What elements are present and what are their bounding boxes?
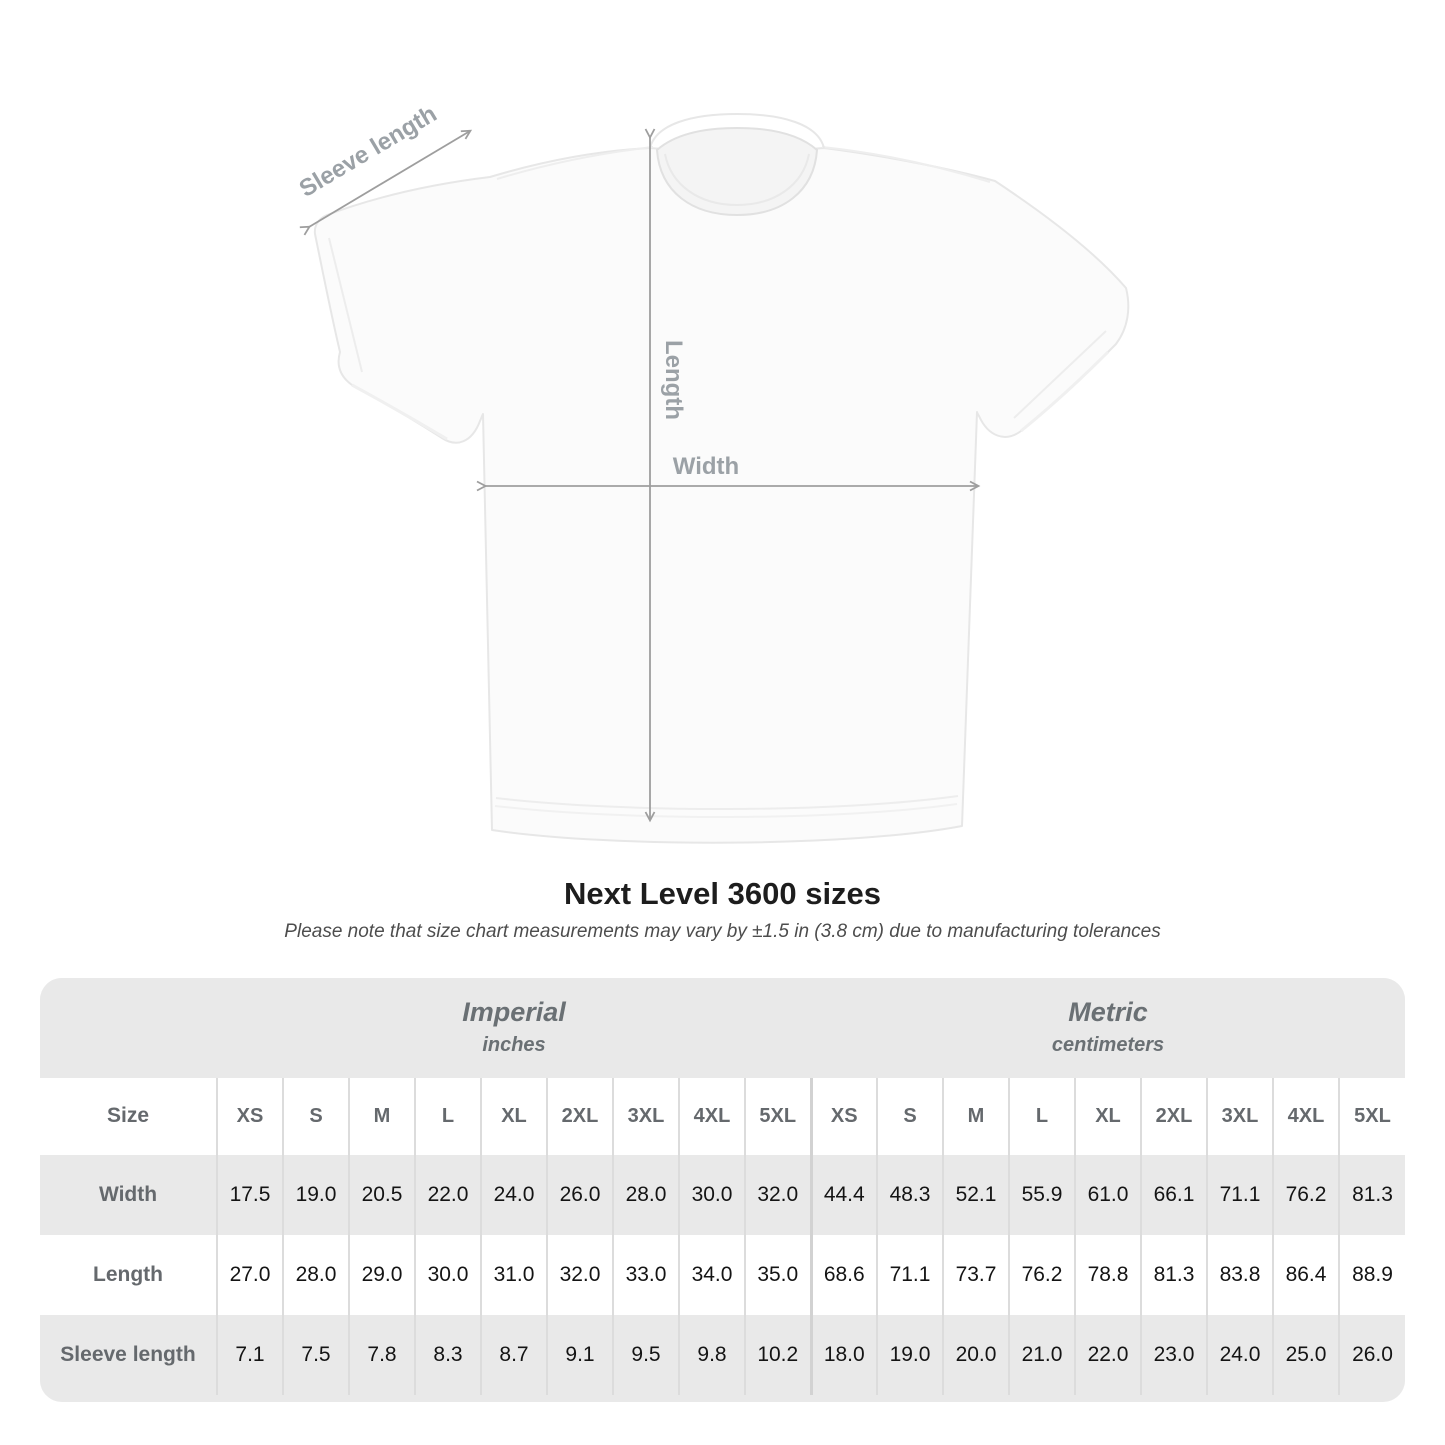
- sleeve-imperial-m: 7.8: [349, 1315, 415, 1395]
- size-header-imperial-s: S: [283, 1078, 349, 1155]
- imperial-unit: inches: [482, 1034, 546, 1057]
- size-header-imperial-xl: XL: [481, 1078, 547, 1155]
- size-corner-label: Size: [106, 1104, 150, 1128]
- length-metric-m: 73.7: [943, 1235, 1009, 1315]
- sleeve-imperial-xs: 7.1: [217, 1315, 283, 1395]
- sleeve-metric-3xl: 24.0: [1207, 1315, 1273, 1395]
- size-header-metric-xs: XS: [811, 1078, 877, 1155]
- width-metric-xl: 61.0: [1075, 1155, 1141, 1235]
- width-imperial-3xl: 28.0: [613, 1155, 679, 1235]
- width-imperial-s: 19.0: [283, 1155, 349, 1235]
- metric-label: Metric: [1068, 996, 1148, 1027]
- sleeve-imperial-5xl: 10.2: [745, 1315, 811, 1395]
- sleeve-metric-s: 19.0: [877, 1315, 943, 1395]
- tolerance-note: Please note that size chart measurements may vary by ±1.5 in (3.8 cm) due to manufacturing tolerances: [284, 920, 1161, 942]
- sleeve-metric-2xl: 23.0: [1141, 1315, 1207, 1395]
- size-table-container: [40, 978, 1405, 1402]
- size-header-metric-m: M: [943, 1078, 1009, 1155]
- size-table: [40, 978, 1405, 1395]
- length-imperial-l: 30.0: [415, 1235, 481, 1315]
- size-header-imperial-3xl: 3XL: [613, 1078, 679, 1155]
- length-row-label: Length: [93, 1262, 163, 1286]
- width-imperial-4xl: 30.0: [679, 1155, 745, 1235]
- metric-unit: centimeters: [1051, 1034, 1165, 1057]
- length-imperial-m: 29.0: [349, 1235, 415, 1315]
- unit-header-row: [40, 978, 1405, 1078]
- width-imperial-xl: 24.0: [481, 1155, 547, 1235]
- size-header-metric-s: S: [877, 1078, 943, 1155]
- length-metric-s: 71.1: [877, 1235, 943, 1315]
- length-metric-xs: 68.6: [811, 1235, 877, 1315]
- length-metric-5xl: 88.9: [1339, 1235, 1405, 1315]
- width-metric-4xl: 76.2: [1273, 1155, 1339, 1235]
- sleeve-metric-5xl: 26.0: [1339, 1315, 1405, 1395]
- sleeve-length-row: [40, 1315, 1405, 1395]
- width-row: [40, 1155, 1405, 1235]
- size-header-imperial-m: M: [349, 1078, 415, 1155]
- sleeve-length-label: Sleeve length: [294, 100, 442, 203]
- size-header-metric-4xl: 4XL: [1273, 1078, 1339, 1155]
- page-title: Next Level 3600 sizes: [563, 876, 882, 911]
- sleeve-metric-xs: 18.0: [811, 1315, 877, 1395]
- tshirt-body: [315, 148, 1128, 843]
- length-imperial-3xl: 33.0: [613, 1235, 679, 1315]
- length-imperial-xs: 27.0: [217, 1235, 283, 1315]
- width-metric-3xl: 71.1: [1207, 1155, 1273, 1235]
- width-metric-m: 52.1: [943, 1155, 1009, 1235]
- imperial-label: Imperial: [462, 996, 566, 1027]
- sleeve-imperial-2xl: 9.1: [547, 1315, 613, 1395]
- sleeve-imperial-s: 7.5: [283, 1315, 349, 1395]
- size-header-imperial-5xl: 5XL: [745, 1078, 811, 1155]
- length-metric-l: 76.2: [1009, 1235, 1075, 1315]
- width-metric-2xl: 66.1: [1141, 1155, 1207, 1235]
- length-imperial-2xl: 32.0: [547, 1235, 613, 1315]
- width-imperial-2xl: 26.0: [547, 1155, 613, 1235]
- unit-header-spacer: [40, 978, 217, 1078]
- size-header-imperial-2xl: 2XL: [547, 1078, 613, 1155]
- size-header-imperial-xs: XS: [217, 1078, 283, 1155]
- length-imperial-5xl: 35.0: [745, 1235, 811, 1315]
- width-imperial-xs: 17.5: [217, 1155, 283, 1235]
- sleeve-imperial-4xl: 9.8: [679, 1315, 745, 1395]
- sleeve-metric-xl: 22.0: [1075, 1315, 1141, 1395]
- size-header-metric-2xl: 2XL: [1141, 1078, 1207, 1155]
- length-imperial-s: 28.0: [283, 1235, 349, 1315]
- sleeve-metric-4xl: 25.0: [1273, 1315, 1339, 1395]
- length-metric-3xl: 83.8: [1207, 1235, 1273, 1315]
- width-row-label: Width: [98, 1182, 158, 1206]
- size-header-metric-3xl: 3XL: [1207, 1078, 1273, 1155]
- width-metric-5xl: 81.3: [1339, 1155, 1405, 1235]
- width-metric-s: 48.3: [877, 1155, 943, 1235]
- size-header-metric-xl: XL: [1075, 1078, 1141, 1155]
- length-metric-2xl: 81.3: [1141, 1235, 1207, 1315]
- width-label: Width: [672, 453, 740, 480]
- width-metric-xs: 44.4: [811, 1155, 877, 1235]
- size-header-metric-l: L: [1009, 1078, 1075, 1155]
- size-header-imperial-4xl: 4XL: [679, 1078, 745, 1155]
- width-metric-l: 55.9: [1009, 1155, 1075, 1235]
- length-imperial-xl: 31.0: [481, 1235, 547, 1315]
- metric-header: [811, 978, 1405, 1078]
- width-imperial-m: 20.5: [349, 1155, 415, 1235]
- size-header-row: [40, 1078, 1405, 1155]
- sleeve-imperial-3xl: 9.5: [613, 1315, 679, 1395]
- imperial-header: [217, 978, 811, 1078]
- sleeve-imperial-xl: 8.7: [481, 1315, 547, 1395]
- width-imperial-5xl: 32.0: [745, 1155, 811, 1235]
- sleeve-metric-m: 20.0: [943, 1315, 1009, 1395]
- size-header-metric-5xl: 5XL: [1339, 1078, 1405, 1155]
- length-row: [40, 1235, 1405, 1315]
- length-metric-4xl: 86.4: [1273, 1235, 1339, 1315]
- sleeve-metric-l: 21.0: [1009, 1315, 1075, 1395]
- length-imperial-4xl: 34.0: [679, 1235, 745, 1315]
- size-header-imperial-l: L: [415, 1078, 481, 1155]
- length-label: Length: [660, 340, 687, 420]
- sleeve-imperial-l: 8.3: [415, 1315, 481, 1395]
- width-imperial-l: 22.0: [415, 1155, 481, 1235]
- sleeve-length-row-label: Sleeve length: [60, 1342, 196, 1366]
- length-metric-xl: 78.8: [1075, 1235, 1141, 1315]
